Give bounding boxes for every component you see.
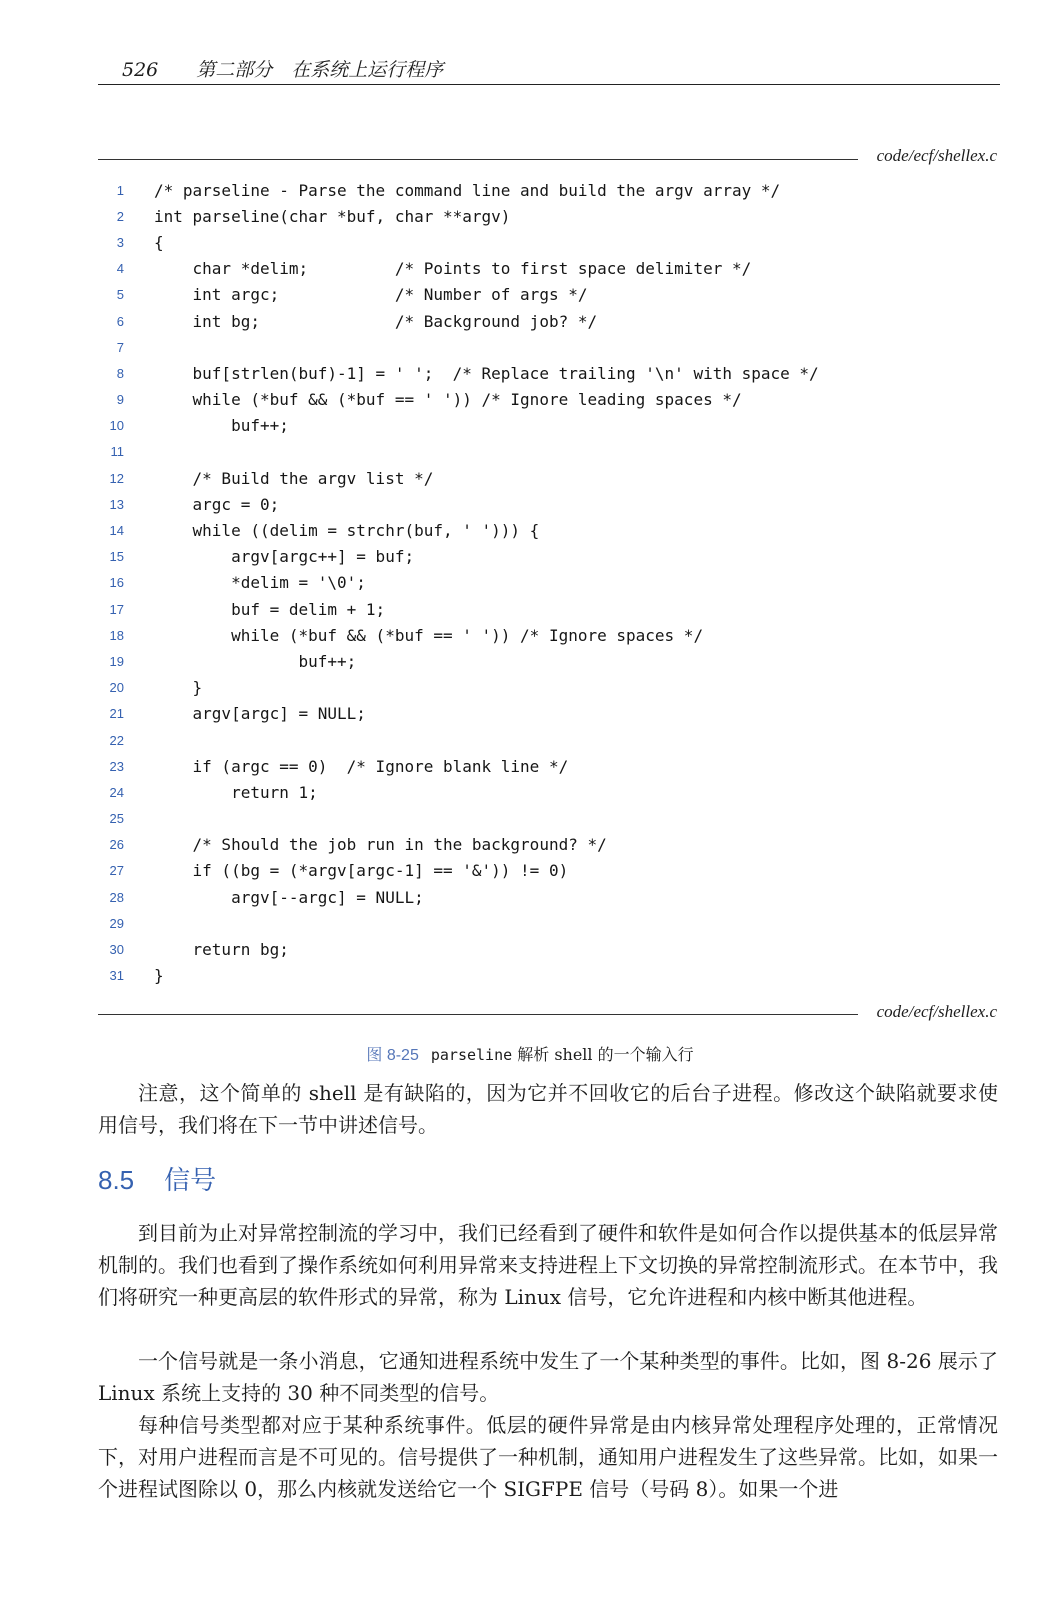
code-line [98,413,998,439]
code-line [98,963,998,989]
caption-text: 解析 shell 的一个输入行 [512,1045,694,1064]
code-text: } [154,966,164,986]
line-number: 6 [116,313,124,329]
code-line [98,779,998,805]
code-text: if (argc == 0) /* Ignore blank line */ [154,756,569,776]
line-number: 31 [109,968,124,984]
code-text: /* parseline - Parse the command line and build the argv array */ [154,180,781,200]
code-line [98,465,998,491]
code-bottom-rule [98,1014,858,1015]
line-number: 8 [116,365,124,381]
line-number: 21 [109,706,124,722]
code-line [98,648,998,674]
line-number: 9 [116,392,124,408]
code-line [98,858,998,884]
code-line [98,570,998,596]
code-line [98,596,998,622]
code-text: /* Should the job run in the background? */ [154,835,607,855]
code-line [98,622,998,648]
line-number: 20 [109,680,124,696]
code-line [98,308,998,334]
source-label-top: code/ecf/shellex.c [876,146,997,165]
code-text: buf++; [154,416,289,436]
line-number: 14 [109,523,124,539]
code-text: return 1; [154,782,318,802]
line-number: 16 [109,575,124,591]
code-line [98,387,998,413]
line-number: 4 [116,261,124,277]
code-text: while (*buf && (*buf == ' ')) /* Ignore leading spaces */ [154,390,742,410]
line-number: 24 [109,784,124,800]
line-number: 22 [109,732,124,748]
code-line [98,517,998,543]
code-text: argv[argc++] = buf; [154,547,415,567]
code-line [98,832,998,858]
code-text: { [154,232,164,252]
paragraph-signals-intro: 到目前为止对异常控制流的学习中，我们已经看到了硬件和软件是如何合作以提供基本的低层异常机制的。我们也看到了操作系统如何利用异常来支持进程上下文切换的异常控制流形式。在本节中，我们将研究一种更高层的软件形式的异常，称为 Linux 信号，它允许进程和内核中断其他进程。 [98,1221,998,1309]
code-text: argv[argc] = NULL; [154,704,366,724]
code-line [98,753,998,779]
code-text: buf = delim + 1; [154,599,386,619]
line-number: 13 [109,496,124,512]
code-line [98,884,998,910]
header-rule [98,84,1000,85]
code-listing [98,177,998,989]
line-number: 29 [109,915,124,931]
paragraph-signal-definition: 一个信号就是一条小消息，它通知进程系统中发生了一个某种类型的事件。比如，图 8-26 展示了 Linux 系统上支持的 30 种不同类型的信号。 [98,1349,998,1405]
line-number: 10 [109,418,124,434]
line-number: 23 [109,758,124,774]
line-number: 26 [109,837,124,853]
code-line [98,282,998,308]
code-line [98,229,998,255]
code-line [98,177,998,203]
figure-number: 图 8-25 [366,1047,419,1064]
line-number: 30 [109,942,124,958]
code-line [98,360,998,386]
line-number: 18 [109,627,124,643]
code-text: while (*buf && (*buf == ' ')) /* Ignore spaces */ [154,625,704,645]
line-number: 19 [109,653,124,669]
code-text: *delim = '\0'; [154,573,366,593]
code-line [98,701,998,727]
paragraph-signal-types: 每种信号类型都对应于某种系统事件。低层的硬件异常是由内核异常处理程序处理的，正常情况下，对用户进程而言是不可见的。信号提供了一种机制，通知用户进程发生了这些异常。比如，如果一个进程试图除以 0，那么内核就发送给它一个 SIGFPE 信号（号码 8）。如果一个进 [98,1413,998,1501]
code-line [98,806,998,832]
code-line [98,910,998,936]
code-text: buf++; [154,651,357,671]
code-text: argv[--argc] = NULL; [154,887,424,907]
line-number: 5 [116,287,124,303]
code-text: if ((bg = (*argv[argc-1] == '&')) != 0) [154,861,569,881]
line-number: 1 [116,182,124,198]
caption-code-word: parseline [430,1046,513,1064]
code-line [98,256,998,282]
line-number: 3 [116,234,124,250]
code-text: int parseline(char *buf, char **argv) [154,206,511,226]
line-number: 11 [110,444,124,460]
running-head [122,55,443,82]
page-number: 526 [122,59,159,81]
code-text: return bg; [154,940,289,960]
line-number: 2 [116,208,124,224]
code-text: int bg; /* Background job? */ [154,311,598,331]
code-line [98,203,998,229]
line-number: 25 [109,811,124,827]
code-line [98,439,998,465]
code-line [98,491,998,517]
code-top-rule [98,159,858,160]
section-title: 信号 [164,1165,217,1195]
figure-caption [0,1042,1060,1065]
code-text: buf[strlen(buf)-1] = ' '; /* Replace trailing '\n' with space */ [154,363,819,383]
source-label-bottom: code/ecf/shellex.c [876,1002,997,1021]
code-text: int argc; /* Number of args */ [154,285,588,305]
code-line [98,675,998,701]
line-number: 27 [109,863,124,879]
line-number: 15 [109,549,124,565]
paragraph-shell-flaw: 注意，这个简单的 shell 是有缺陷的，因为它并不回收它的后台子进程。修改这个缺陷就要求使用信号，我们将在下一节中讲述信号。 [98,1081,998,1137]
code-line [98,936,998,962]
code-text: char *delim; /* Points to first space delimiter */ [154,259,752,279]
section-number: 8.5 [98,1165,135,1195]
code-line [98,334,998,360]
code-line [98,727,998,753]
code-text: } [154,678,203,698]
line-number: 12 [109,470,124,486]
code-text: /* Build the argv list */ [154,468,434,488]
section-heading [98,1160,216,1197]
line-number: 28 [109,889,124,905]
code-line [98,544,998,570]
line-number: 7 [116,339,124,355]
line-number: 17 [109,601,124,617]
code-text: argc = 0; [154,494,280,514]
code-text: while ((delim = strchr(buf, ' '))) { [154,521,540,541]
part-title: 第二部分 在系统上运行程序 [196,59,444,81]
